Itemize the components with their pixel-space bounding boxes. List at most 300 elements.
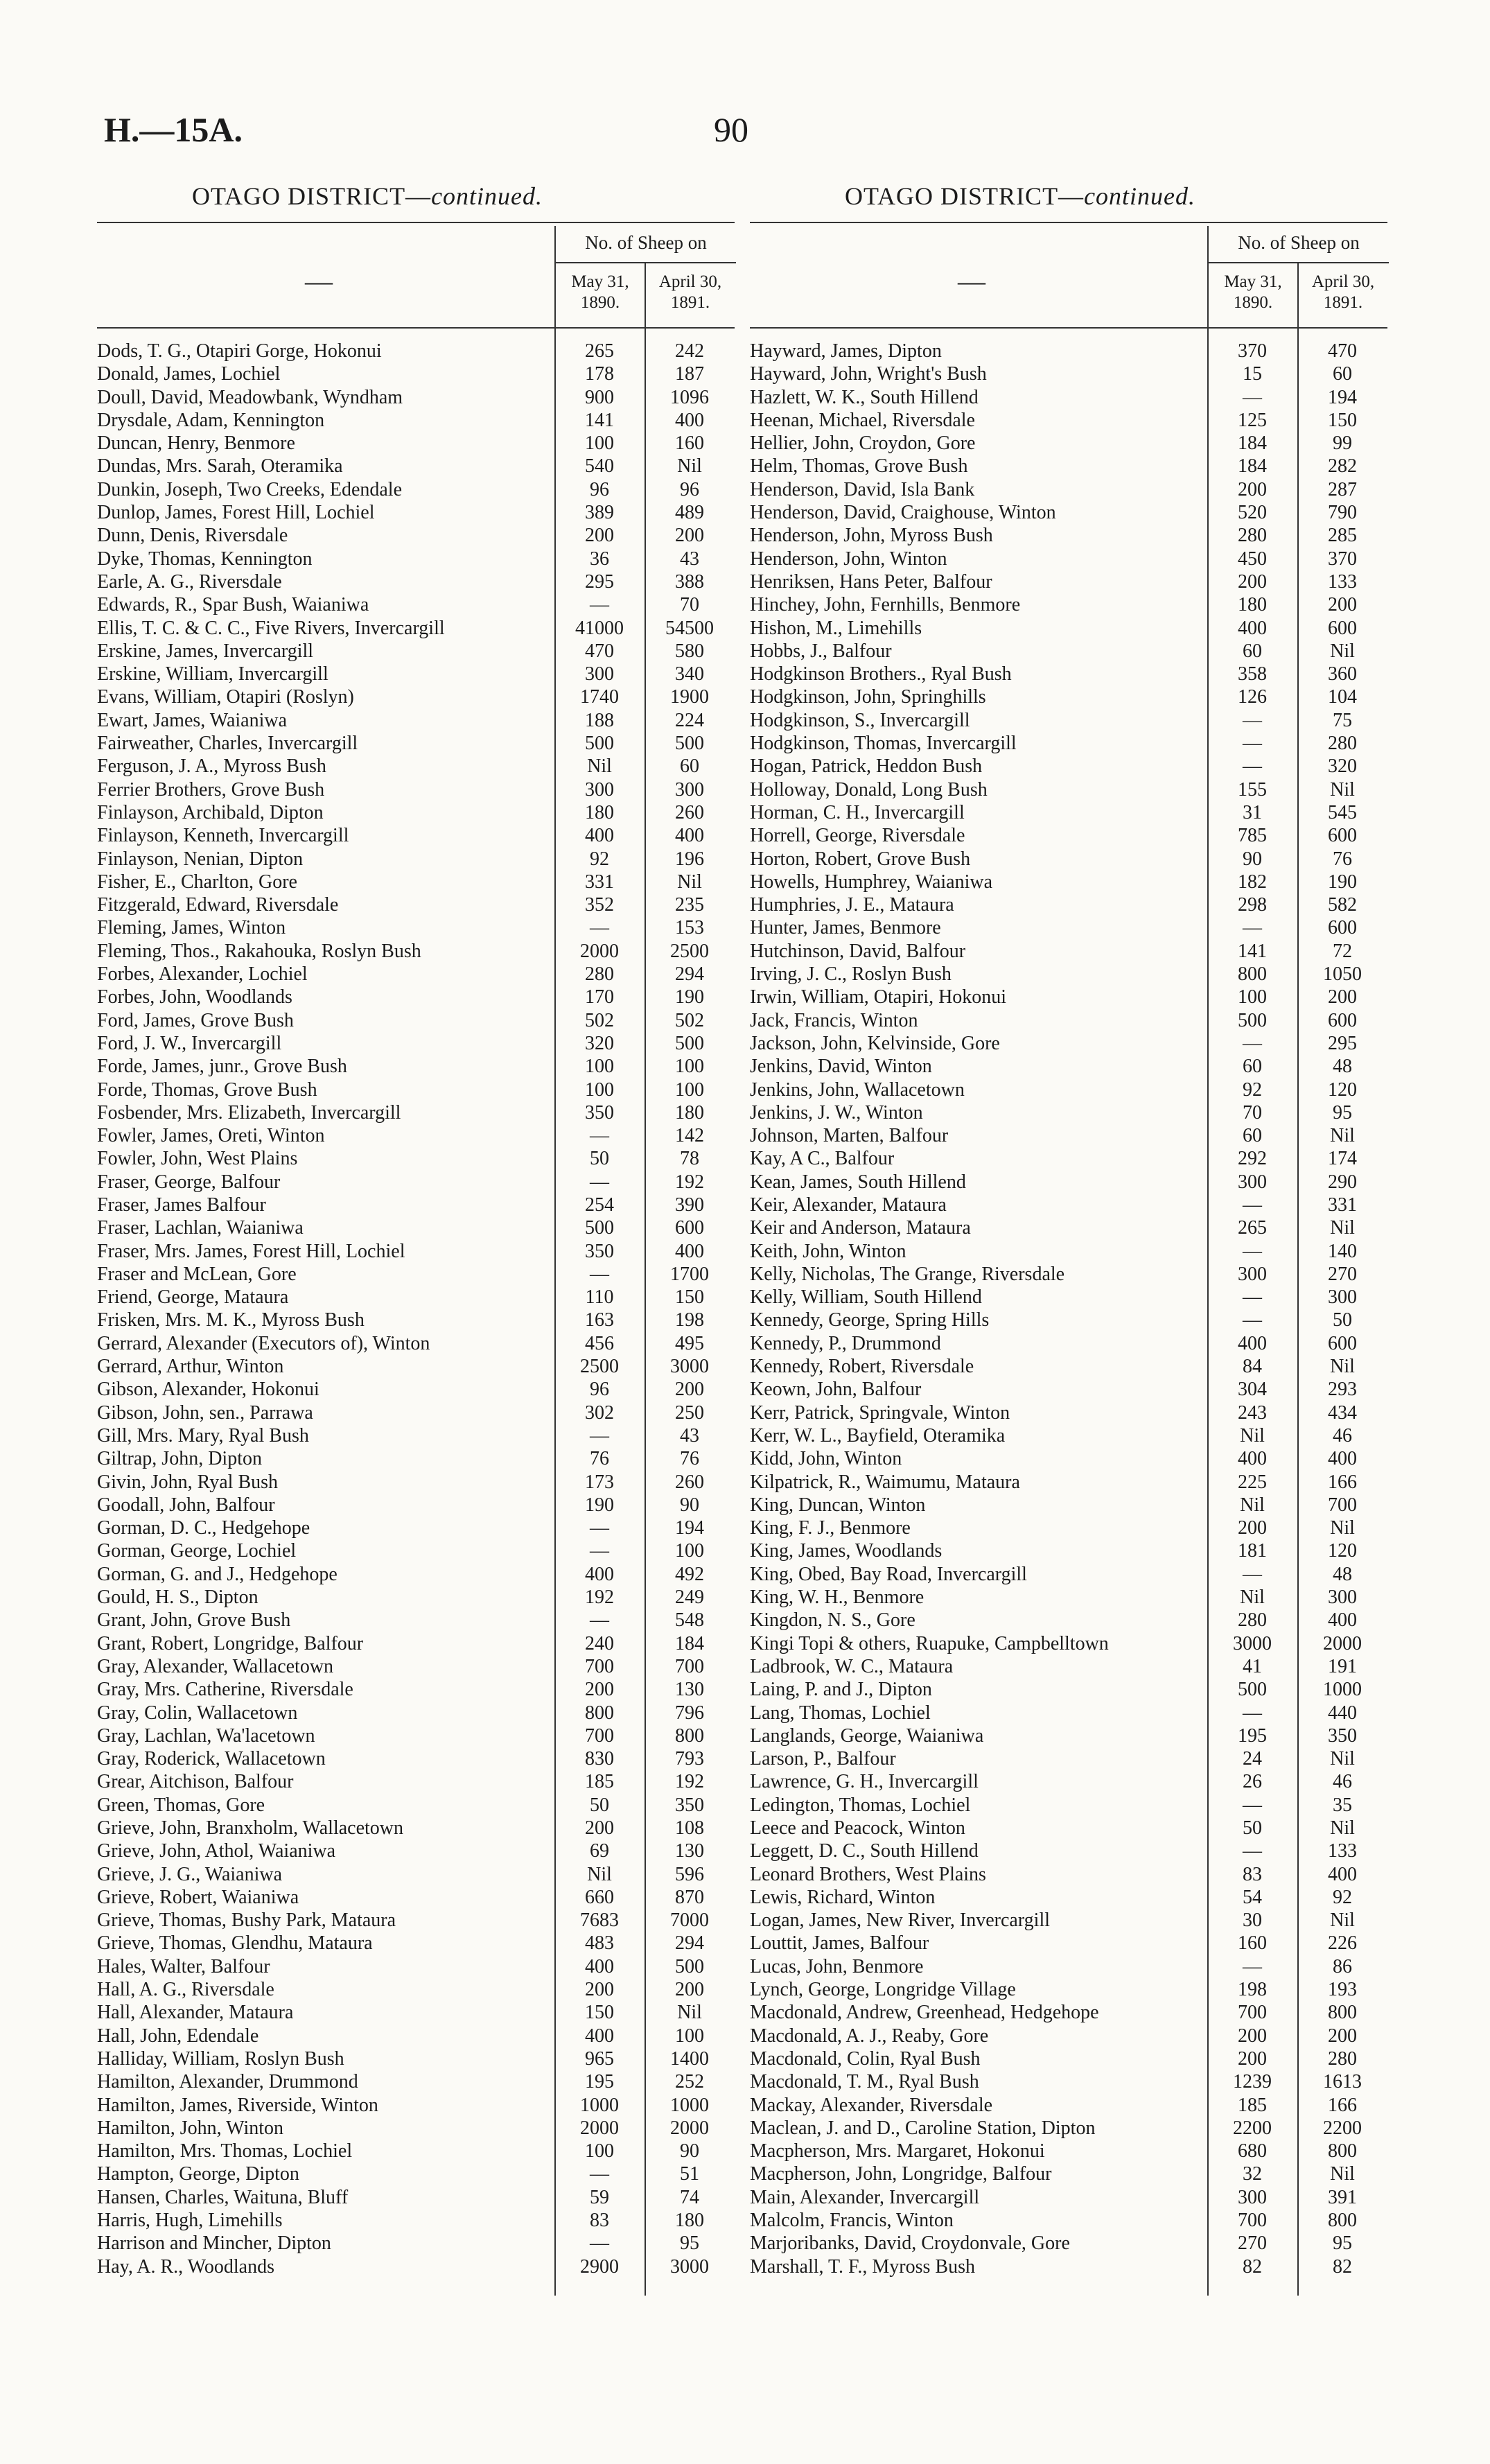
sheep-1890-cell: 59 <box>590 2186 609 2208</box>
sheep-1890-cell: — <box>590 1263 609 1285</box>
table-row <box>97 1702 735 1724</box>
owner-name-cell: Gray, Lachlan, Wa'lacetown <box>97 1724 315 1747</box>
col-may-1890-header: May 31, 1890. <box>1207 262 1297 327</box>
sheep-1891-cell: 92 <box>1333 1886 1352 1908</box>
sheep-1890-cell: — <box>590 917 609 939</box>
table-row <box>97 1817 735 1840</box>
owner-name-cell: Erskine, William, Invercargill <box>97 663 328 685</box>
sheep-1891-cell: 700 <box>1328 1494 1357 1516</box>
owner-name-cell: Irving, J. C., Roslyn Bush <box>750 963 952 986</box>
table-body-right <box>750 340 1387 2278</box>
sheep-1891-cell: 82 <box>1333 2255 1352 2278</box>
owner-name-cell: Grieve, John, Athol, Waianiwa <box>97 1840 336 1862</box>
sheep-1891-cell: 242 <box>675 340 704 362</box>
table-row <box>750 1955 1387 1978</box>
table-row <box>750 1240 1387 1263</box>
sheep-1890-cell: 1239 <box>1233 2071 1272 2093</box>
owner-name-cell: Hellier, John, Croydon, Gore <box>750 432 976 455</box>
sheep-1890-cell: 2900 <box>580 2255 619 2278</box>
sheep-1891-cell: 235 <box>675 894 704 916</box>
sheep-1891-cell: 46 <box>1333 1424 1352 1447</box>
owner-name-cell: Hales, Walter, Balfour <box>97 1955 270 1977</box>
sheep-1890-cell: 200 <box>1238 570 1267 593</box>
sheep-1891-cell: 1613 <box>1323 2071 1362 2093</box>
table-row <box>97 1055 735 1078</box>
sheep-1891-cell: 224 <box>675 709 704 731</box>
owner-name-cell: Gerrard, Alexander (Executors of), Winton <box>97 1332 430 1354</box>
sheep-1890-cell: 90 <box>1243 848 1262 870</box>
sheep-1890-cell: 60 <box>1243 1125 1262 1147</box>
sheep-1890-cell: 456 <box>585 1332 614 1354</box>
owner-name-cell: Fraser and McLean, Gore <box>97 1263 297 1285</box>
owner-name-cell: Hodgkinson Brothers., Ryal Bush <box>750 663 1012 685</box>
table-row <box>97 1840 735 1862</box>
sheep-1891-cell: Nil <box>1330 1748 1355 1770</box>
sheep-1891-cell: 133 <box>1328 570 1357 593</box>
table-row <box>750 409 1387 432</box>
owner-name-cell: Finlayson, Archibald, Dipton <box>97 801 324 823</box>
sheep-1890-cell: 830 <box>585 1748 614 1770</box>
sheep-1891-cell: 500 <box>675 1032 704 1054</box>
sheep-1891-cell: Nil <box>1330 1910 1355 1932</box>
sheep-1890-cell: 150 <box>585 2002 614 2024</box>
sheep-1890-cell: 200 <box>585 1817 614 1839</box>
sheep-1891-cell: 391 <box>1328 2186 1357 2208</box>
table-row <box>97 1424 735 1447</box>
sheep-1890-cell: 265 <box>1238 1217 1267 1239</box>
sheep-1891-cell: 150 <box>675 1286 704 1309</box>
sheep-1890-cell: 400 <box>585 1955 614 1977</box>
page-number: 90 <box>714 110 748 149</box>
right-column <box>750 182 1387 2296</box>
sheep-1890-cell: 178 <box>585 363 614 385</box>
owner-name-cell: Fraser, Lachlan, Waianiwa <box>97 1217 304 1239</box>
sheep-1891-cell: 295 <box>1328 1032 1357 1054</box>
table-row <box>97 2001 735 2024</box>
sheep-1891-cell: 470 <box>1328 340 1357 362</box>
sheep-1891-cell: 492 <box>675 1563 704 1585</box>
sheep-1890-cell: Nil <box>587 1863 612 1885</box>
sheep-1891-cell: 194 <box>1328 386 1357 408</box>
table-row <box>97 1494 735 1517</box>
sheep-1891-cell: 86 <box>1333 1955 1352 1977</box>
table-row <box>97 478 735 501</box>
sheep-1890-cell: 320 <box>585 1032 614 1054</box>
table-row <box>97 986 735 1008</box>
sheep-1890-cell: — <box>1243 755 1262 778</box>
sheep-1891-cell: 800 <box>1328 2140 1357 2162</box>
table-row <box>750 1794 1387 1817</box>
table-row <box>750 1309 1387 1331</box>
table-row <box>97 848 735 871</box>
sheep-1890-cell: 1000 <box>580 2094 619 2116</box>
table-row <box>750 1747 1387 1770</box>
sheep-1891-cell: 95 <box>1333 1101 1352 1124</box>
table-row <box>97 1724 735 1747</box>
sheep-1891-cell: 1050 <box>1323 963 1362 986</box>
owner-name-cell: Hutchinson, David, Balfour <box>750 940 966 962</box>
sheep-1890-cell: 200 <box>1238 1517 1267 1539</box>
owner-name-cell: Holloway, Donald, Long Bush <box>750 778 988 801</box>
sheep-1890-cell: 92 <box>590 848 609 870</box>
sheep-1890-cell: 400 <box>1238 617 1267 639</box>
table-row <box>97 1309 735 1331</box>
sheep-1891-cell: 200 <box>675 1979 704 2001</box>
owner-name-cell: Kennedy, Robert, Riversdale <box>750 1356 974 1378</box>
table-row <box>97 1216 735 1239</box>
owner-name-cell: Hamilton, James, Riverside, Winton <box>97 2094 378 2116</box>
sheep-1890-cell: 26 <box>1243 1771 1262 1793</box>
sheep-1891-cell: 360 <box>1328 663 1357 685</box>
owner-name-cell: Gorman, George, Lochiel <box>97 1540 297 1562</box>
owner-name-cell: Hogan, Patrick, Heddon Bush <box>750 755 983 778</box>
sheep-1891-cell: 90 <box>680 1494 699 1516</box>
owner-name-cell: Gould, H. S., Dipton <box>97 1587 258 1609</box>
sheep-1891-cell: 400 <box>1328 1448 1357 1470</box>
table-row <box>750 1494 1387 1517</box>
table-row <box>750 1471 1387 1494</box>
sheep-1890-cell: 470 <box>585 640 614 662</box>
sheep-1890-cell: — <box>1243 1794 1262 1816</box>
sheep-1891-cell: 700 <box>675 1655 704 1677</box>
sheep-1890-cell: 170 <box>585 986 614 1008</box>
owner-name-cell: Marjoribanks, David, Croydonvale, Gore <box>750 2233 1070 2255</box>
owner-name-cell: Logan, James, New River, Invercargill <box>750 1910 1051 1932</box>
table-row <box>97 1978 735 2001</box>
owner-name-cell: Halliday, William, Roslyn Bush <box>97 2047 344 2070</box>
owner-name-cell: Fleming, James, Winton <box>97 917 286 939</box>
owner-name-cell: Doull, David, Meadowbank, Wyndham <box>97 386 403 408</box>
table-row <box>97 617 735 640</box>
sheep-1891-cell: 90 <box>680 2140 699 2162</box>
sheep-1891-cell: 1700 <box>670 1263 709 1285</box>
sheep-1890-cell: 83 <box>590 2210 609 2232</box>
sheep-1890-cell: 265 <box>585 340 614 362</box>
table-row <box>97 1909 735 1932</box>
sheep-1891-cell: 600 <box>1328 617 1357 639</box>
table-row <box>97 1517 735 1539</box>
owner-name-cell: Gray, Roderick, Wallacetown <box>97 1748 326 1770</box>
sheep-1890-cell: 300 <box>1238 2186 1267 2208</box>
table-header-left <box>97 222 735 329</box>
sheep-1891-cell: 200 <box>1328 2025 1357 2047</box>
table-row <box>750 2140 1387 2162</box>
sheep-1891-cell: 440 <box>1328 1702 1357 1724</box>
sheep-1891-cell: 370 <box>1328 548 1357 570</box>
table-row <box>97 2209 735 2232</box>
table-row <box>750 1909 1387 1932</box>
table-row <box>750 1424 1387 1447</box>
owner-name-cell: Gray, Alexander, Wallacetown <box>97 1655 334 1677</box>
sheep-1890-cell: — <box>590 1609 609 1632</box>
owner-name-cell: Fowler, John, West Plains <box>97 1148 298 1170</box>
sheep-1891-cell: 280 <box>1328 2047 1357 2070</box>
sheep-1891-cell: 140 <box>1328 1240 1357 1262</box>
sheep-1891-cell: 870 <box>675 1886 704 1908</box>
table-row <box>97 1378 735 1401</box>
owner-name-cell: Ladbrook, W. C., Mataura <box>750 1655 954 1677</box>
sheep-1891-cell: 300 <box>1328 1587 1357 1609</box>
sheep-1891-cell: 190 <box>675 986 704 1008</box>
sheep-1890-cell: — <box>1243 1194 1262 1216</box>
table-row <box>750 640 1387 663</box>
owner-name-cell: Jenkins, J. W., Winton <box>750 1101 923 1124</box>
owner-name-cell: Maclean, J. and D., Caroline Station, Dipton <box>750 2117 1096 2139</box>
sheep-1890-cell: 200 <box>585 1979 614 2001</box>
table-row <box>750 1078 1387 1101</box>
table-row <box>97 2117 735 2140</box>
sheep-1890-cell: 400 <box>585 2025 614 2047</box>
sheep-1890-cell: 54 <box>1243 1886 1262 1908</box>
owner-name-cell: Gibson, Alexander, Hokonui <box>97 1379 319 1401</box>
table-row <box>750 2001 1387 2024</box>
sheep-1891-cell: 78 <box>680 1148 699 1170</box>
owner-name-cell: Dundas, Mrs. Sarah, Oteramika <box>97 455 343 478</box>
table-row <box>97 1263 735 1286</box>
sheep-1891-cell: 582 <box>1328 894 1357 916</box>
sheep-1891-cell: 300 <box>1328 1286 1357 1309</box>
owner-name-cell: Hinchey, John, Fernhills, Benmore <box>750 594 1021 616</box>
sheep-1891-cell: 192 <box>675 1171 704 1193</box>
owner-name-cell: Drysdale, Adam, Kennington <box>97 409 325 431</box>
sheep-1891-cell: 74 <box>680 2186 699 2208</box>
sheep-1891-cell: 60 <box>1333 363 1352 385</box>
owner-name-cell: Hazlett, W. K., South Hillend <box>750 386 979 408</box>
table-row <box>97 1124 735 1147</box>
district-title-suffix: continued. <box>1084 182 1196 210</box>
table-row <box>750 1586 1387 1609</box>
table-row <box>97 1747 735 1770</box>
table-row <box>750 548 1387 570</box>
sheep-1890-cell: 502 <box>585 1009 614 1031</box>
sheep-1891-cell: 96 <box>680 478 699 500</box>
table-row <box>750 755 1387 778</box>
table-row <box>97 432 735 455</box>
sheep-1890-cell: 69 <box>590 1840 609 1862</box>
owner-name-cell: Gerrard, Arthur, Winton <box>97 1356 284 1378</box>
sheep-1890-cell: 180 <box>1238 594 1267 616</box>
table-row <box>97 940 735 963</box>
sheep-1891-cell: 108 <box>675 1817 704 1839</box>
sheep-1891-cell: 100 <box>675 1078 704 1101</box>
owner-name-cell: Henderson, John, Winton <box>750 548 947 570</box>
sheep-1890-cell: 141 <box>585 409 614 431</box>
sheep-1890-cell: 302 <box>585 1401 614 1424</box>
table-row <box>97 362 735 385</box>
table-row <box>97 1563 735 1586</box>
sheep-1890-cell: 965 <box>585 2047 614 2070</box>
owner-name-cell: Goodall, John, Balfour <box>97 1494 275 1516</box>
sheep-1891-cell: 166 <box>1328 2094 1357 2116</box>
owner-name-cell: King, Obed, Bay Road, Invercargill <box>750 1563 1027 1585</box>
owner-name-cell: Dunkin, Joseph, Two Creeks, Edendale <box>97 478 403 500</box>
table-row <box>97 640 735 663</box>
table-row <box>750 2162 1387 2185</box>
sheep-1890-cell: — <box>590 1424 609 1447</box>
sheep-1890-cell: 280 <box>585 963 614 986</box>
table-row <box>97 893 735 916</box>
owner-name-cell: Hay, A. R., Woodlands <box>97 2255 274 2278</box>
table-row <box>97 570 735 593</box>
owner-name-cell: Kennedy, P., Drummond <box>750 1332 941 1354</box>
sheep-1890-cell: — <box>590 2233 609 2255</box>
table-row <box>750 2070 1387 2093</box>
table-row <box>750 455 1387 478</box>
sheep-1891-cell: 282 <box>1328 455 1357 478</box>
owner-name-cell: Gray, Mrs. Catherine, Riversdale <box>97 1679 353 1701</box>
table-row <box>750 340 1387 362</box>
sheep-1890-cell: 500 <box>585 733 614 755</box>
owner-name-cell: Kilpatrick, R., Waimumu, Mataura <box>750 1471 1020 1493</box>
table-row <box>97 824 735 847</box>
sheep-1891-cell: 200 <box>675 525 704 547</box>
sheep-1890-cell: — <box>1243 386 1262 408</box>
owner-name-cell: Fowler, James, Oreti, Winton <box>97 1125 325 1147</box>
table-row <box>750 916 1387 939</box>
sheep-1890-cell: 41000 <box>575 617 624 639</box>
owner-name-cell: Lang, Thomas, Lochiel <box>750 1702 931 1724</box>
sheep-1890-cell: 2000 <box>580 940 619 962</box>
sheep-1891-cell: 7000 <box>670 1910 709 1932</box>
sheep-1890-cell: 700 <box>1238 2210 1267 2232</box>
owner-name-cell: Kidd, John, Winton <box>750 1448 902 1470</box>
sheep-1890-cell: — <box>590 1540 609 1562</box>
owner-name-cell: Kean, James, South Hillend <box>750 1171 966 1193</box>
table-row <box>97 1101 735 1124</box>
sheep-1891-cell: 43 <box>680 548 699 570</box>
sheep-1890-cell: 184 <box>1238 455 1267 478</box>
table-row <box>750 501 1387 524</box>
sheep-1890-cell: — <box>1243 1309 1262 1331</box>
owner-name-cell: Henderson, David, Craighouse, Winton <box>750 502 1056 524</box>
table-row <box>750 1863 1387 1886</box>
sheep-1890-cell: 225 <box>1238 1471 1267 1493</box>
owner-name-cell: Mackay, Alexander, Riversdale <box>750 2094 993 2116</box>
owner-name-cell: Finlayson, Kenneth, Invercargill <box>97 825 349 847</box>
sheep-1890-cell: — <box>1243 1840 1262 1862</box>
table-row <box>97 963 735 986</box>
table-row <box>97 663 735 685</box>
sheep-1890-cell: 100 <box>585 432 614 455</box>
sheep-1890-cell: 389 <box>585 502 614 524</box>
owner-name-cell: Hamilton, John, Winton <box>97 2117 284 2139</box>
sheep-1891-cell: 800 <box>675 1724 704 1747</box>
sheep-1891-cell: 54500 <box>665 617 714 639</box>
owner-name-cell: Grieve, Thomas, Glendhu, Mataura <box>97 1932 373 1955</box>
table-row <box>750 963 1387 986</box>
table-row <box>750 709 1387 732</box>
sheep-1891-cell: 350 <box>1328 1724 1357 1747</box>
table-row <box>97 1447 735 1470</box>
table-row <box>750 617 1387 640</box>
owner-name-cell: Heenan, Michael, Riversdale <box>750 409 975 431</box>
sheep-1891-cell: 100 <box>675 1056 704 1078</box>
sheep-1891-cell: 95 <box>680 2233 699 2255</box>
owner-name-cell: Macdonald, T. M., Ryal Bush <box>750 2071 979 2093</box>
sheep-1891-cell: 331 <box>1328 1194 1357 1216</box>
owner-name-cell: Keir, Alexander, Mataura <box>750 1194 947 1216</box>
table-row <box>97 1770 735 1793</box>
sheep-1890-cell: 254 <box>585 1194 614 1216</box>
sheep-1891-cell: 48 <box>1333 1056 1352 1078</box>
owner-name-cell: Jack, Francis, Winton <box>750 1009 918 1031</box>
owner-name-cell: Macpherson, Mrs. Margaret, Hokonui <box>750 2140 1045 2162</box>
table-row <box>750 1447 1387 1470</box>
sheep-1891-cell: 2500 <box>670 940 709 962</box>
owner-name-cell: Lynch, George, Longridge Village <box>750 1979 1016 2001</box>
table-row <box>97 1147 735 1170</box>
sheep-1890-cell: 700 <box>1238 2002 1267 2024</box>
col-may-1890-header: May 31, 1890. <box>554 262 645 327</box>
sheep-1891-cell: 43 <box>680 1424 699 1447</box>
owner-name-cell: Helm, Thomas, Grove Bush <box>750 455 968 478</box>
district-title-right <box>750 182 1290 211</box>
sheep-1890-cell: 100 <box>585 2140 614 2162</box>
table-row <box>750 1770 1387 1793</box>
sheep-1890-cell: 800 <box>585 1702 614 1724</box>
sheep-1890-cell: — <box>590 1125 609 1147</box>
owner-name-cell: Ford, James, Grove Bush <box>97 1009 294 1031</box>
table-row <box>97 1632 735 1655</box>
sheep-1890-cell: 7683 <box>580 1910 619 1932</box>
sheep-1891-cell: Nil <box>1330 1517 1355 1539</box>
owner-name-cell: Kelly, William, South Hillend <box>750 1286 982 1309</box>
owner-name-cell: Grieve, Robert, Waianiwa <box>97 1886 299 1908</box>
sheep-1891-cell: 600 <box>1328 825 1357 847</box>
sheep-heading: No. of Sheep on <box>1207 226 1389 263</box>
sheep-1890-cell: 292 <box>1238 1148 1267 1170</box>
owner-name-cell: Gorman, D. C., Hedgehope <box>97 1517 310 1539</box>
owner-name-cell: Frisken, Mrs. M. K., Myross Bush <box>97 1309 365 1331</box>
sheep-1891-cell: Nil <box>1330 1125 1355 1147</box>
sheep-1891-cell: 287 <box>1328 478 1357 500</box>
table-row <box>750 1932 1387 1955</box>
sheep-1891-cell: 600 <box>1328 1332 1357 1354</box>
sheep-1891-cell: 340 <box>675 663 704 685</box>
sheep-1890-cell: 2500 <box>580 1356 619 1378</box>
sheep-1890-cell: 700 <box>585 1655 614 1677</box>
sheep-1890-cell: 243 <box>1238 1401 1267 1424</box>
owner-name-cell: Hayward, James, Dipton <box>750 340 942 362</box>
sheep-1890-cell: 181 <box>1238 1540 1267 1562</box>
sheep-1890-cell: 298 <box>1238 894 1267 916</box>
owner-name-cell: Humphries, J. E., Mataura <box>750 894 954 916</box>
table-row <box>750 871 1387 893</box>
sheep-1891-cell: 200 <box>1328 594 1357 616</box>
sheep-1890-cell: 110 <box>585 1286 614 1309</box>
owner-name-cell: Hayward, John, Wright's Bush <box>750 363 987 385</box>
table-row <box>750 2117 1387 2140</box>
table-row <box>750 1286 1387 1309</box>
sheep-1891-cell: Nil <box>1330 1817 1355 1839</box>
table-row <box>750 986 1387 1008</box>
sheep-1891-cell: 226 <box>1328 1932 1357 1955</box>
sheep-1891-cell: 350 <box>675 1794 704 1816</box>
sheep-1890-cell: 163 <box>585 1309 614 1331</box>
sheep-1891-cell: 495 <box>675 1332 704 1354</box>
sheep-1891-cell: 252 <box>675 2071 704 2093</box>
sheep-1890-cell: 3000 <box>1233 1632 1272 1654</box>
owner-name-cell: Ellis, T. C. & C. C., Five Rivers, Invercargill <box>97 617 445 639</box>
table-row <box>97 801 735 824</box>
table-row <box>750 1355 1387 1378</box>
owner-name-cell: Givin, John, Ryal Bush <box>97 1471 279 1493</box>
table-row <box>750 1055 1387 1078</box>
sheep-heading: No. of Sheep on <box>554 226 736 263</box>
owner-name-cell: Henderson, David, Isla Bank <box>750 478 975 500</box>
table-row <box>97 1032 735 1055</box>
owner-name-cell: Harrison and Mincher, Dipton <box>97 2233 331 2255</box>
